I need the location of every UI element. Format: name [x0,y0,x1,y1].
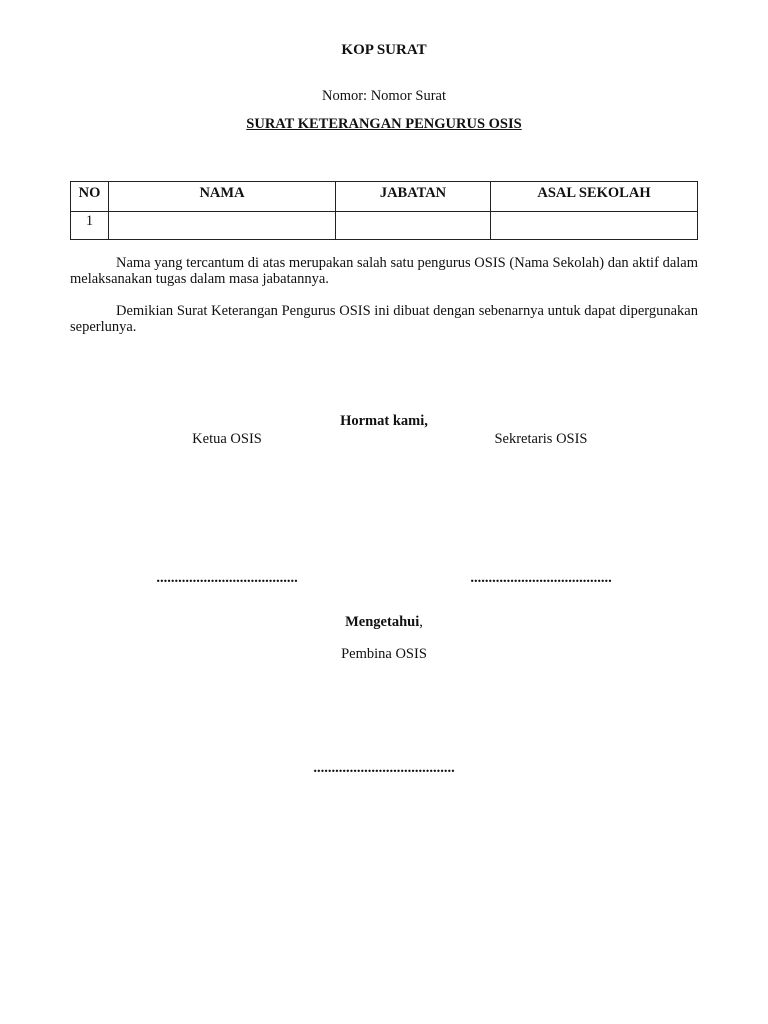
signature-role-ketua: Ketua OSIS [192,431,262,447]
column-header-nama: NAMA [109,182,336,212]
cell-nama [109,212,336,240]
acknowledgement-label: Mengetahui [345,614,420,630]
letter-number: Nomor: Nomor Surat [321,88,447,104]
signature-line-pembina: ....................................... [313,760,455,776]
closing-salutation: Hormat kami, [340,413,428,429]
acknowledgement-heading [0,614,768,631]
cell-no: 1 [71,212,109,240]
body-paragraph-2: Demikian Surat Keterangan Pengurus OSIS ini dibuat dengan sebenarnya untuk dapat dipergunakan seperlunya. [70,303,698,335]
letter-subject-title: SURAT KETERANGAN PENGURUS OSIS [246,116,522,132]
column-header-asal-sekolah: ASAL SEKOLAH [491,182,698,212]
signature-role-pembina: Pembina OSIS [341,646,427,662]
table-header-row [71,182,698,212]
letterhead-title: KOP SURAT [341,42,427,58]
members-table [70,181,698,240]
body-paragraph-1: Nama yang tercantum di atas merupakan salah satu pengurus OSIS (Nama Sekolah) dan aktif dalam melaksanakan tugas dalam masa jabatannya. [70,255,698,287]
signature-role-sekretaris: Sekretaris OSIS [494,431,588,447]
cell-jabatan [336,212,491,240]
signature-line-sekretaris: ....................................... [470,570,612,586]
table-row [71,212,698,240]
acknowledgement-comma: , [419,614,423,630]
signature-line-ketua: ....................................... [156,570,298,586]
column-header-no: NO [71,182,109,212]
cell-asal-sekolah [491,212,698,240]
column-header-jabatan: JABATAN [336,182,491,212]
